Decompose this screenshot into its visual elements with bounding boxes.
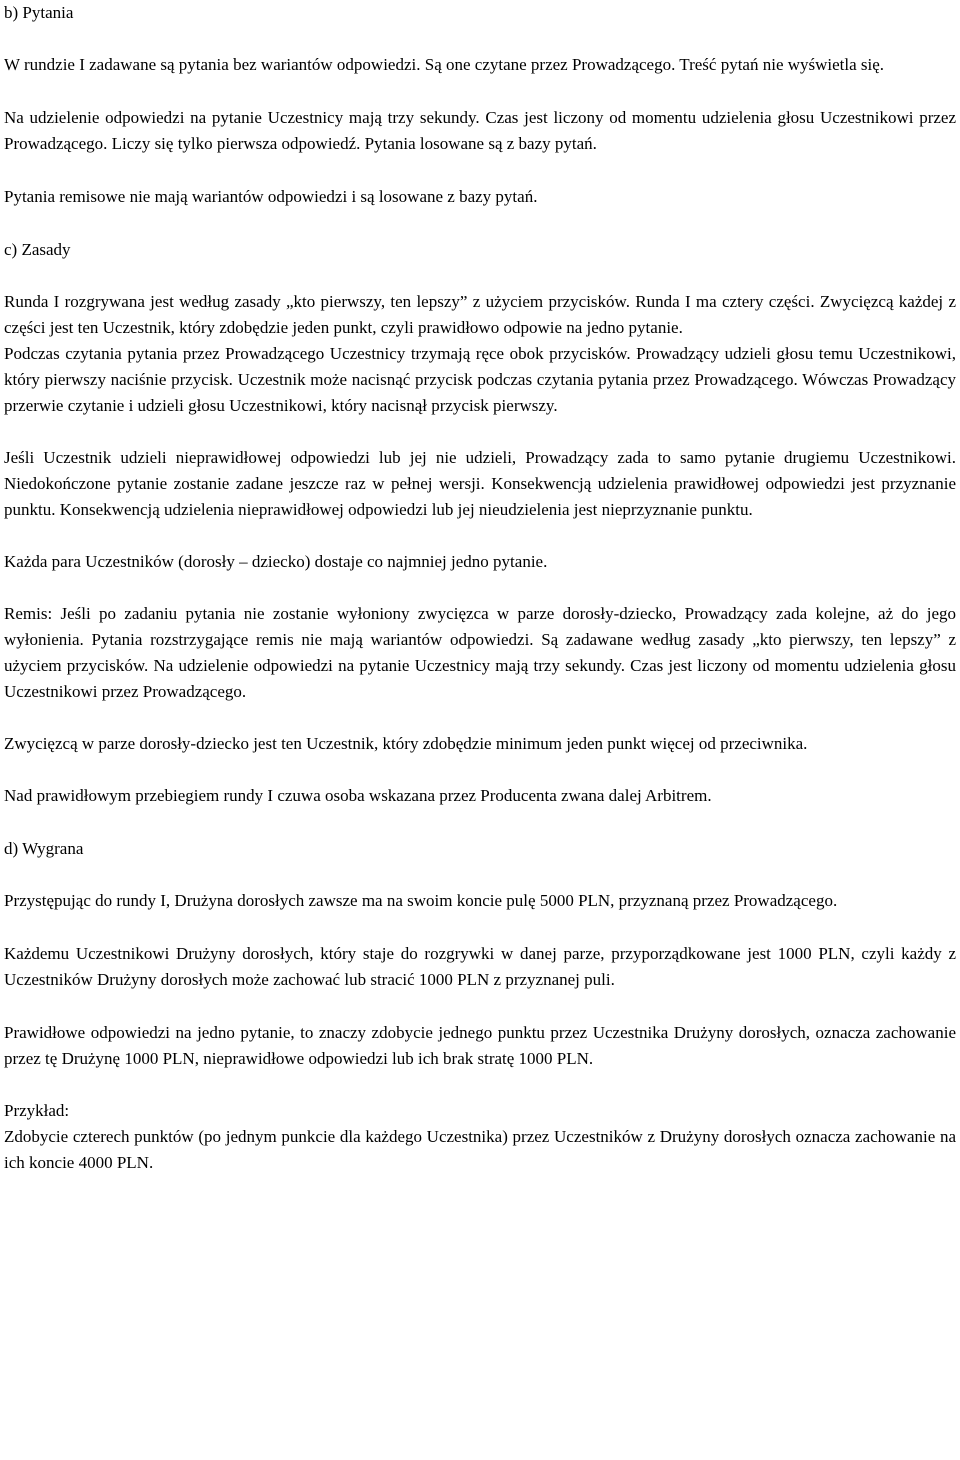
section-b-heading: b) Pytania — [4, 3, 74, 22]
section-c-paragraph-4: Remis: Jeśli po zadaniu pytania nie zostanie wyłoniony zwycięzca w parze dorosły-dziecko, Prowadzący zada kolejne, aż do jego wyłonienia. Pytania rozstrzygające remis nie mają wariantów odpowiedzi. Są zadawane według zasady „kto pierwszy, ten lepszy” z użyciem przycisków. Na udzielenie odpowiedzi na pytanie Uczestnicy mają trzy sekundy. Czas jest liczony od momentu udzielenia głosu Uczestnikowi przez Prowadzącego. — [4, 604, 956, 701]
section-c-paragraph-3: Każda para Uczestników (dorosły – dziecko) dostaje co najmniej jedno pytanie. — [4, 552, 548, 571]
section-b-paragraph-1: W rundzie I zadawane są pytania bez wariantów odpowiedzi. Są one czytane przez Prowadzącego. Treść pytań nie wyświetla się. — [4, 55, 885, 74]
section-d-paragraph-3: Prawidłowe odpowiedzi na jedno pytanie, to znaczy zdobycie jednego punktu przez Uczestnika Drużyny dorosłych, oznacza zachowanie przez tę Drużynę 1000 PLN, nieprawidłowe odpowiedzi lub ich brak stratę 1000 PLN. — [4, 1023, 956, 1068]
section-d-paragraph-2: Każdemu Uczestnikowi Drużyny dorosłych, który staje do rozgrywki w danej parze, przyporządkowane jest 1000 PLN, czyli każdy z Uczestników Drużyny dorosłych może zachować lub stracić 1000 PLN z przyznanej puli. — [4, 944, 956, 989]
section-b-paragraph-3: Pytania remisowe nie mają wariantów odpowiedzi i są losowane z bazy pytań. — [4, 187, 538, 206]
section-c-paragraph-6: Nad prawidłowym przebiegiem rundy I czuwa osoba wskazana przez Producenta zwana dalej Arbitrem. — [4, 786, 712, 805]
section-c-paragraph-5: Zwycięzcą w parze dorosły-dziecko jest ten Uczestnik, który zdobędzie minimum jeden punkt więcej od przeciwnika. — [4, 734, 808, 753]
section-c-paragraph-1b: Podczas czytania pytania przez Prowadzącego Uczestnicy trzymają ręce obok przycisków. Prowadzący udzieli głosu temu Uczestnikowi, który pierwszy naciśnie przycisk. Uczestnik może nacisnąć przycisk podczas czytania pytania przez Prowadzącego. Wówczas Prowadzący przerwie czytanie i udzieli głosu Uczestnikowi, który nacisnął przycisk pierwszy. — [4, 344, 956, 415]
section-d-heading: d) Wygrana — [4, 839, 84, 858]
section-b-paragraph-2: Na udzielenie odpowiedzi na pytanie Uczestnicy mają trzy sekundy. Czas jest liczony od momentu udzielenia głosu Uczestnikowi przez Prowadzącego. Liczy się tylko pierwsza odpowiedź. Pytania losowane są z bazy pytań. — [4, 108, 956, 153]
section-c-paragraph-2: Jeśli Uczestnik udzieli nieprawidłowej odpowiedzi lub jej nie udzieli, Prowadzący zada to samo pytanie drugiemu Uczestnikowi. Niedokończone pytanie zostanie zadane jeszcze raz w pełnej wersji. Konsekwencją udzielenia prawidłowej odpowiedzi jest przyznanie punktu. Konsekwencją udzielenia nieprawidłowej odpowiedzi lub jej nieudzielenia jest nieprzyznanie punktu. — [4, 448, 956, 519]
section-d-paragraph-1: Przystępując do rundy I, Drużyna dorosłych zawsze ma na swoim koncie pulę 5000 PLN, przyznaną przez Prowadzącego. — [4, 891, 838, 910]
example-label: Przykład: — [4, 1101, 70, 1120]
section-c-paragraph-1: Runda I rozgrywana jest według zasady „kto pierwszy, ten lepszy” z użyciem przycisków. Runda I ma cztery części. Zwycięzcą każdej z części jest ten Uczestnik, który zdobędzie jeden punkt, czyli prawidłowo odpowie na jedno pytanie. — [4, 292, 956, 337]
section-c-heading: c) Zasady — [4, 240, 71, 259]
example-text: Zdobycie czterech punktów (po jednym punkcie dla każdego Uczestnika) przez Uczestników z Drużyny dorosłych oznacza zachowanie na ich koncie 4000 PLN. — [4, 1127, 956, 1172]
